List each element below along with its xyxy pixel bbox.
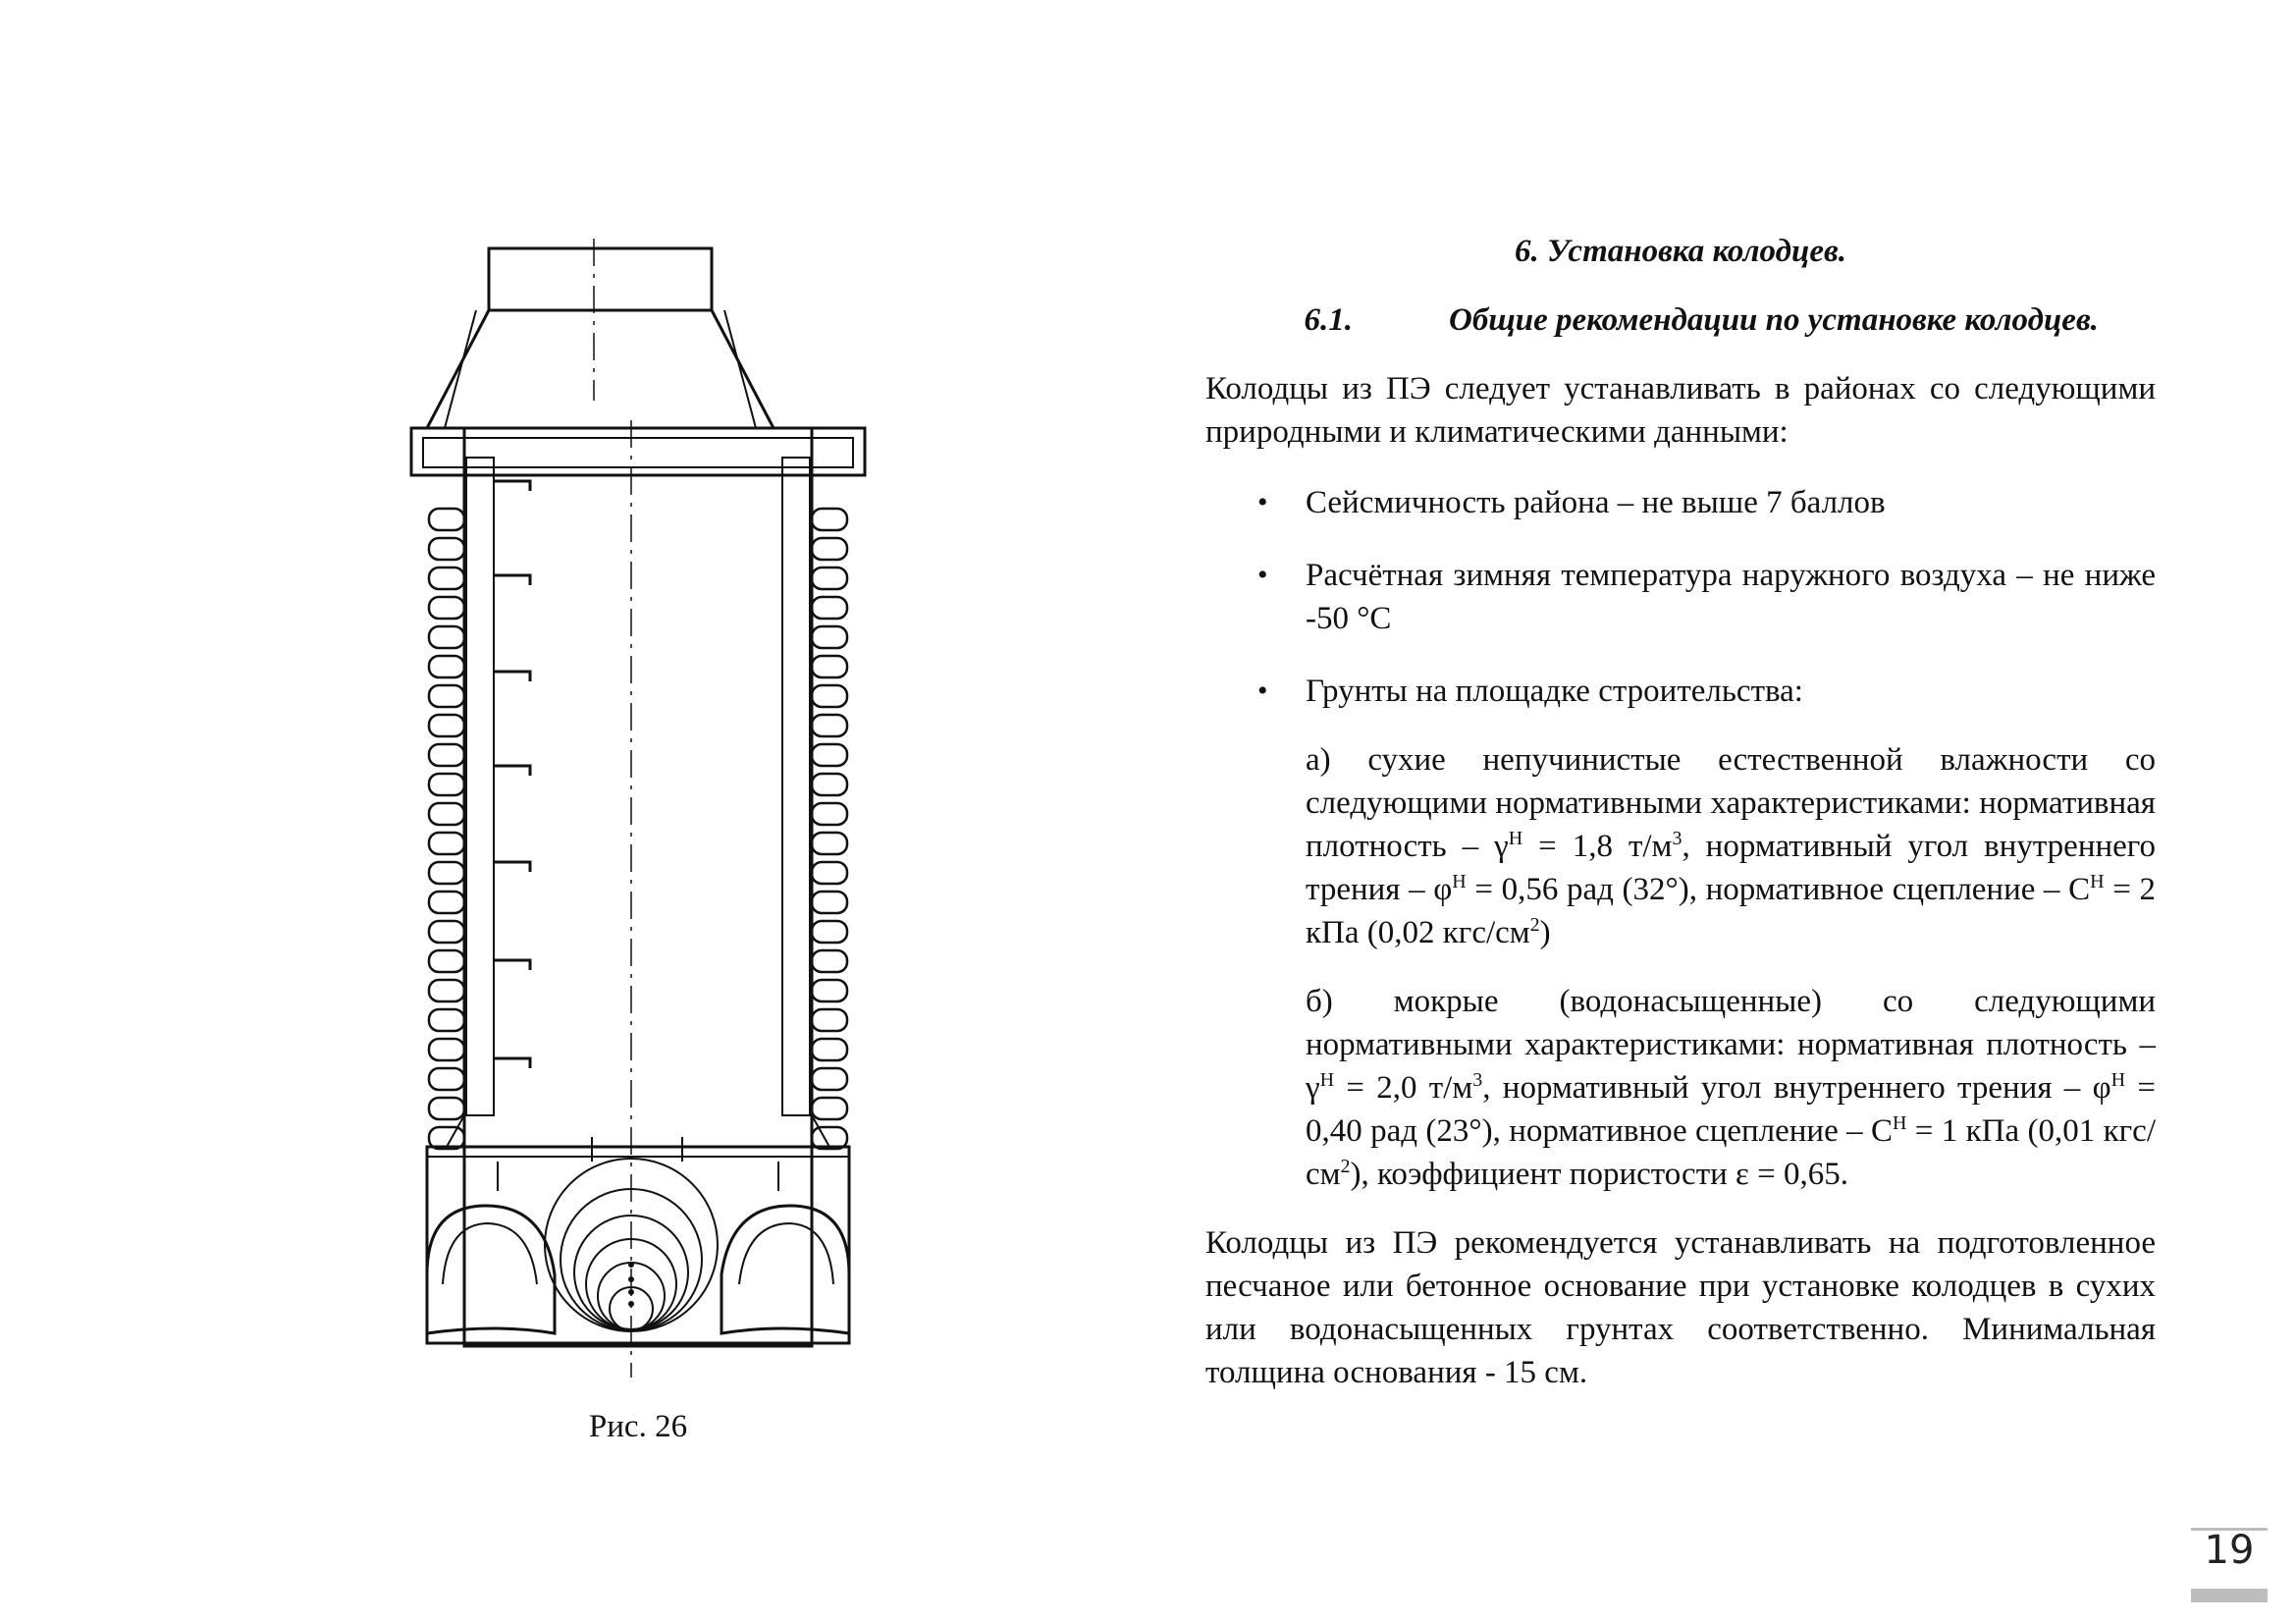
corrugation-rib xyxy=(812,1098,847,1119)
well-shaft xyxy=(464,428,812,1346)
corrugation-rib xyxy=(429,803,464,825)
corrugation-rib xyxy=(812,656,847,677)
ladder-rung xyxy=(494,672,530,681)
ladder-rung xyxy=(494,575,530,585)
center-axis xyxy=(594,239,631,1378)
figure-caption: Рис. 26 xyxy=(588,1409,688,1444)
corrugation-rib xyxy=(812,1009,847,1031)
bullet-icon: • xyxy=(1257,559,1268,591)
corrugation-rib xyxy=(812,568,847,589)
corrugation-rib xyxy=(812,538,847,560)
well-drawing xyxy=(388,234,888,1387)
text-column xyxy=(1205,230,2156,1422)
corrugation-rib xyxy=(429,980,464,1001)
ladder-rung xyxy=(494,960,530,970)
well-cone xyxy=(427,310,774,428)
page-number: 19 xyxy=(2204,1528,2255,1573)
corrugation-rib xyxy=(429,862,464,884)
corrugation-rib xyxy=(812,744,847,766)
corrugation-rib xyxy=(429,626,464,648)
page-number-bar xyxy=(2191,1589,2268,1602)
corrugation-rib xyxy=(812,980,847,1001)
well-neck xyxy=(489,248,712,310)
corrugation-rib xyxy=(429,538,464,560)
corrugation-rib xyxy=(429,744,464,766)
corrugation-rib xyxy=(812,1039,847,1060)
conditions-list xyxy=(1205,481,2156,713)
list-item: • Расчётная зимняя температура наружного воздуха – не ниже -50 °С xyxy=(1205,554,2156,640)
list-item: • Сейсмичность района – не выше 7 баллов xyxy=(1205,481,2156,524)
corrugation-rib xyxy=(812,509,847,530)
soil-wet-paragraph: б) мокрые (водонасыщенные) со следующими нормативными характеристиками: нормативная плотность – $\gamma^Н = 2,0$ $т/м^3$, нормативный угол внутреннего трения – $\varphi^Н = 0,40$ рад (23°), нормативное сцепление – $С^Н = 1$ кПа (0,01 кгс/$см^2$), коэффициент пористости ε = 0,65. xyxy=(1306,984,2156,1192)
corrugation-rib xyxy=(429,892,464,913)
corrugation-rib xyxy=(812,803,847,825)
well-base xyxy=(427,1147,849,1343)
ladder-rungs xyxy=(494,481,530,1068)
corrugation-rib xyxy=(812,892,847,913)
well-drawing-svg xyxy=(388,234,888,1387)
corrugation-rib xyxy=(429,715,464,736)
soil-dry-paragraph: а) сухие непучинистые естественной влажности со следующими нормативными характеристиками: нормативная плотность – $\gamma^Н = 1,8$ $т/м^3$, нормативный угол внутреннего трения – $\varphi^Н = 0,56$ рад (32°), нормативное сцепление – $С^Н = 2$ кПа (0,02 кгс/$см^2$) xyxy=(1306,742,2156,950)
corrugation-rib xyxy=(812,715,847,736)
subsection-number: 6.1. xyxy=(1304,302,1353,338)
corrugation-rib xyxy=(429,921,464,943)
bullet-icon: • xyxy=(1257,675,1268,707)
corrugation-rib xyxy=(429,509,464,530)
corrugation-rib xyxy=(429,1009,464,1031)
corrugation-rib xyxy=(429,656,464,677)
ladder-rung xyxy=(494,481,530,491)
corrugation-rib xyxy=(812,862,847,884)
corrugation-rib xyxy=(429,833,464,854)
subsection-title: Общие рекомендации по установке колодцев. xyxy=(1449,302,2099,338)
corrugation-rib xyxy=(812,626,847,648)
corrugation-rib xyxy=(429,597,464,619)
section-heading: 6. Установка колодцев. xyxy=(1515,234,1846,269)
corrugation-rib xyxy=(812,921,847,943)
intro-paragraph: Колодцы из ПЭ следует устанавливать в районах со следующими природными и климатическими данными: xyxy=(1205,371,2156,450)
corrugation-rib xyxy=(429,1098,464,1119)
subsection-heading xyxy=(1205,298,2156,342)
ladder-rung xyxy=(494,1058,530,1068)
ladder-rail xyxy=(466,458,494,1115)
corrugation-rib xyxy=(429,774,464,795)
corrugation-rib xyxy=(812,774,847,795)
outro-paragraph: Колодцы из ПЭ рекомендуется устанавливать на подготовленное песчаное или бетонное основание при установке колодцев в сухих или водонасыщенных грунтах соответственно. Минимальная толщина основания - 15 см. xyxy=(1205,1225,2156,1390)
list-item: • Грунты на площадке строительства: xyxy=(1205,670,2156,713)
bullet-icon: • xyxy=(1257,486,1268,518)
corrugation-rib xyxy=(429,568,464,589)
corrugation-rib xyxy=(812,685,847,707)
corrugation-rib xyxy=(812,833,847,854)
corrugation-rib xyxy=(429,685,464,707)
corrugation-rib xyxy=(812,950,847,972)
corrugation-rib xyxy=(429,950,464,972)
corrugation-ribs xyxy=(429,509,847,1149)
corrugation-rib xyxy=(812,1068,847,1090)
corrugation-rib xyxy=(429,1039,464,1060)
ladder-rung xyxy=(494,766,530,776)
corrugation-rib xyxy=(429,1068,464,1090)
corrugation-rib xyxy=(812,597,847,619)
ladder-rung xyxy=(494,862,530,872)
